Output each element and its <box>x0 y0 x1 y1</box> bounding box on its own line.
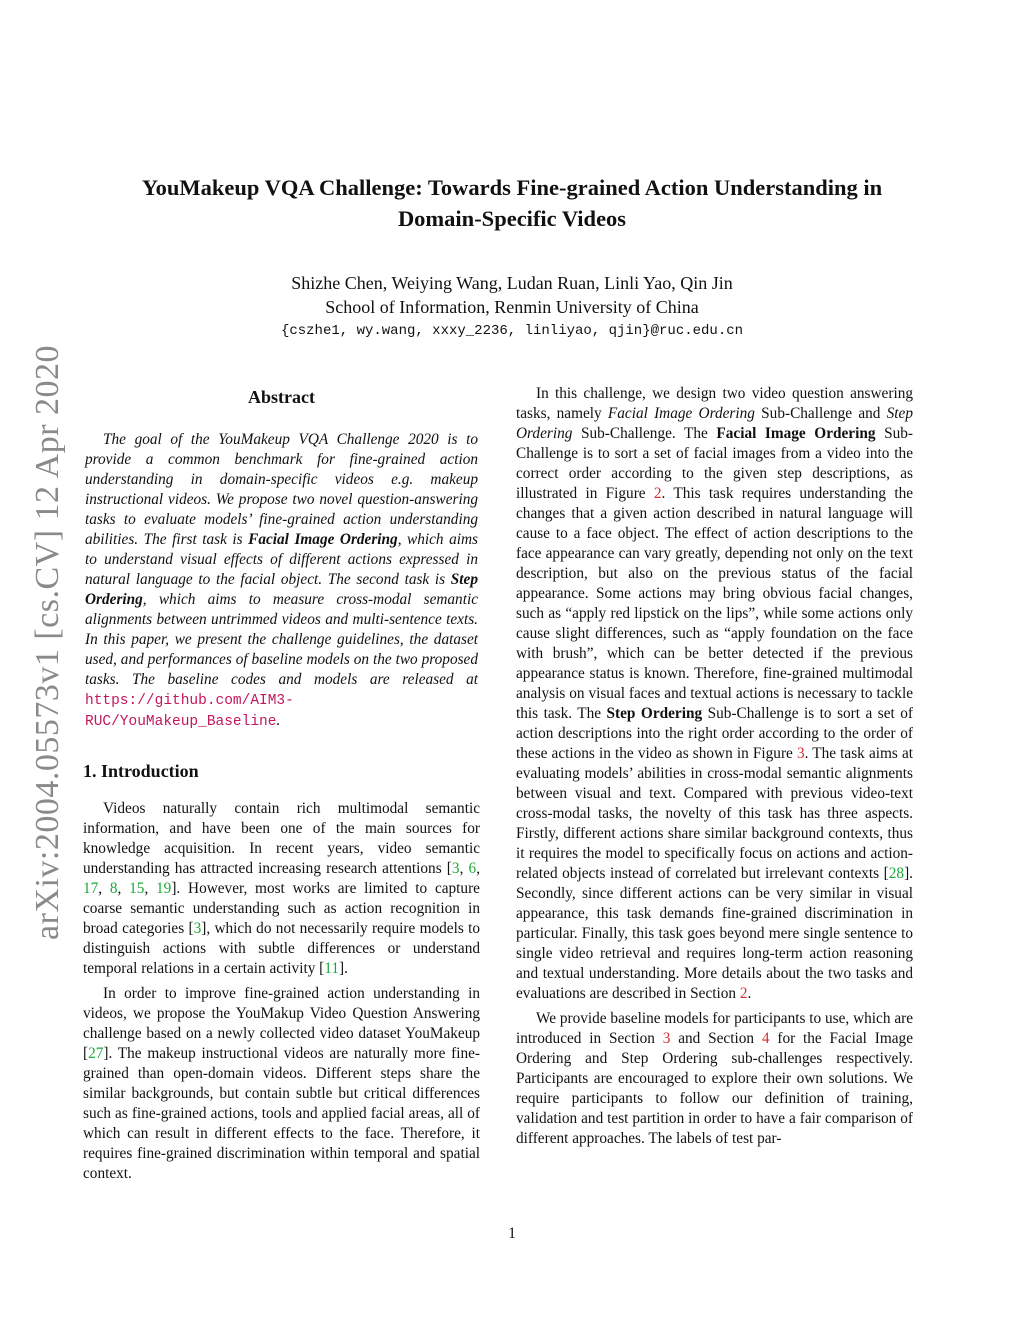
baseline-code-link[interactable]: https://github.com/AIM3-RUC/YouMakeup_Baseline <box>85 693 294 730</box>
citation-link[interactable]: 17 <box>83 880 99 897</box>
abstract-heading: Abstract <box>248 387 315 407</box>
author-block <box>80 271 944 319</box>
section-reference-link[interactable]: 3 <box>662 1030 671 1047</box>
title-line-1: YouMakeup VQA Challenge: Towards Fine-grained Action Understanding in <box>141 175 883 200</box>
citation-link[interactable]: 3 <box>451 860 460 877</box>
arxiv-identifier: arXiv:2004.05573v1 [cs.CV] 12 Apr 2020 <box>29 344 66 940</box>
citation-link[interactable]: 6 <box>468 860 477 877</box>
intro-paragraph-1: Videos naturally contain rich multimodal semantic information, and have been one of the main sources for knowledge acquisition. In recent years, video semantic understanding has attracted increasing research attentions [3, 6, 17, 8, 15, 19]. However, most works are limited to capture coarse semantic understanding such as action recognition in broad categories [3], which do not necessarily require models to distinguish actions with subtle differences or understand temporal relations in a certain activity [11]. <box>83 800 481 977</box>
section-reference-link[interactable]: 4 <box>761 1030 770 1047</box>
affiliation: School of Information, Renmin University of China <box>325 297 699 317</box>
citation-link[interactable]: 3 <box>193 920 202 937</box>
left-column <box>83 384 480 1189</box>
citation-link[interactable]: 28 <box>888 865 905 882</box>
citation-link[interactable]: 19 <box>156 880 172 897</box>
title-line-2: Domain-Specific Videos <box>397 206 627 231</box>
page-number: 1 <box>508 1225 516 1242</box>
baseline-paragraph: We provide baseline models for participants to use, which are introduced in Section 3 and Section 4 for the Facial Image Ordering and Step Ordering sub-challenges respectively. Participants are encouraged to explore their own solutions. We require participants to follow our definition of training, validation and test partition in order to have a fair comparison of different approaches. The labels of test par- <box>516 1010 913 1147</box>
citation-link[interactable]: 15 <box>129 880 145 897</box>
task-name-facial: Facial Image Ordering <box>248 531 398 548</box>
introduction-heading: 1. Introduction <box>83 761 199 781</box>
figure-reference-link[interactable]: 3 <box>796 745 805 762</box>
author-names: Shizhe Chen, Weiying Wang, Ludan Ruan, Linli Yao, Qin Jin <box>291 273 733 293</box>
right-column <box>516 384 913 1154</box>
intro-paragraph-2: In order to improve fine-grained action understanding in videos, we propose the YouMakup Video Question Answering challenge based on a newly collected video dataset YouMakeup [27]. The makeup instructional videos are naturally more fine-grained than open-domain videos. Different steps share the similar backgrounds, but contain subtle but critical differences such as fine-grained actions, tools and applied facial areas, all of which can result in different effects to the face. Therefore, it requires fine-grained discrimination within temporal and spatial context. <box>83 985 480 1182</box>
section-reference-link[interactable]: 2 <box>739 985 748 1002</box>
paper-title <box>80 172 944 234</box>
challenge-paragraph: In this challenge, we design two video question answering tasks, namely Facial Image Ordering Sub-Challenge and Step Ordering Sub-Challenge. The Facial Image Ordering Sub-Challenge is to sort a set of facial images from a video into the correct order according to the given step descriptions, as illustrated in Figure 2. This task requires understanding the changes that a given action described in natural language will cause to a face object. The effect of action descriptions to the face appearance can vary greatly, depending not only on the text description, but also on the previous status of the facial appearance. Some actions may bring obvious facial changes, such as “apply red lipstick on the lips”, while some actions only cause slight differences, such as “apply foundation on the face with brush”, which can be better detected if the previous appearance status is known. Therefore, fine-grained multimodal analysis on visual faces and textual actions is necessary to tackle this task. The Step Ordering Sub-Challenge is to sort a set of action descriptions into the right order according to the order of these actions in the video as shown in Figure 3. The task aims at evaluating models’ abilities in cross-modal semantic alignments between visual and text. Compared with previous video-text cross-modal tasks, the novelty of this task has three aspects. Firstly, different actions share similar background contexts, thus it requires the model to specifically focus on actions and action-related objects instead of correlated but irrelevant contexts [28]. Secondly, since different actions can be very similar in visual appearance, this task demands fine-grained discrimination in particular. Finally, this task goes beyond mere single sentence to single video retrieval and requires long-term action reasoning and textual understanding. More details about the two tasks and evaluations are described in Section 2. <box>516 385 914 1002</box>
author-emails: {cszhe1, wy.wang, xxxy_2236, linliyao, qjin}@ruc.edu.cn <box>280 323 744 339</box>
citation-link[interactable]: 8 <box>109 880 118 897</box>
task-name-step: Step Ordering <box>85 571 478 608</box>
citation-link[interactable]: 27 <box>88 1045 104 1062</box>
abstract-text: The goal of the YouMakeup VQA Challenge 2020 is to provide a common benchmark for fine-grained action understanding in domain-specific videos e.g. makeup instructional videos. We propose two novel question-answering tasks to evaluate models’ fine-grained action understanding abilities. The first task is Facial Image Ordering, which aims to understand visual effects of different actions expressed in natural language to the facial object. The second task is Step Ordering, which aims to measure cross-modal semantic alignments between untrimmed videos and multi-sentence texts. In this paper, we present the challenge guidelines, the dataset used, and performances of baseline models on the two proposed tasks. The baseline codes and models are released at https://github.com/AIM3-RUC/YouMakeup_Baseline. <box>85 431 478 730</box>
citation-link[interactable]: 11 <box>324 960 339 977</box>
figure-reference-link[interactable]: 2 <box>653 485 662 502</box>
